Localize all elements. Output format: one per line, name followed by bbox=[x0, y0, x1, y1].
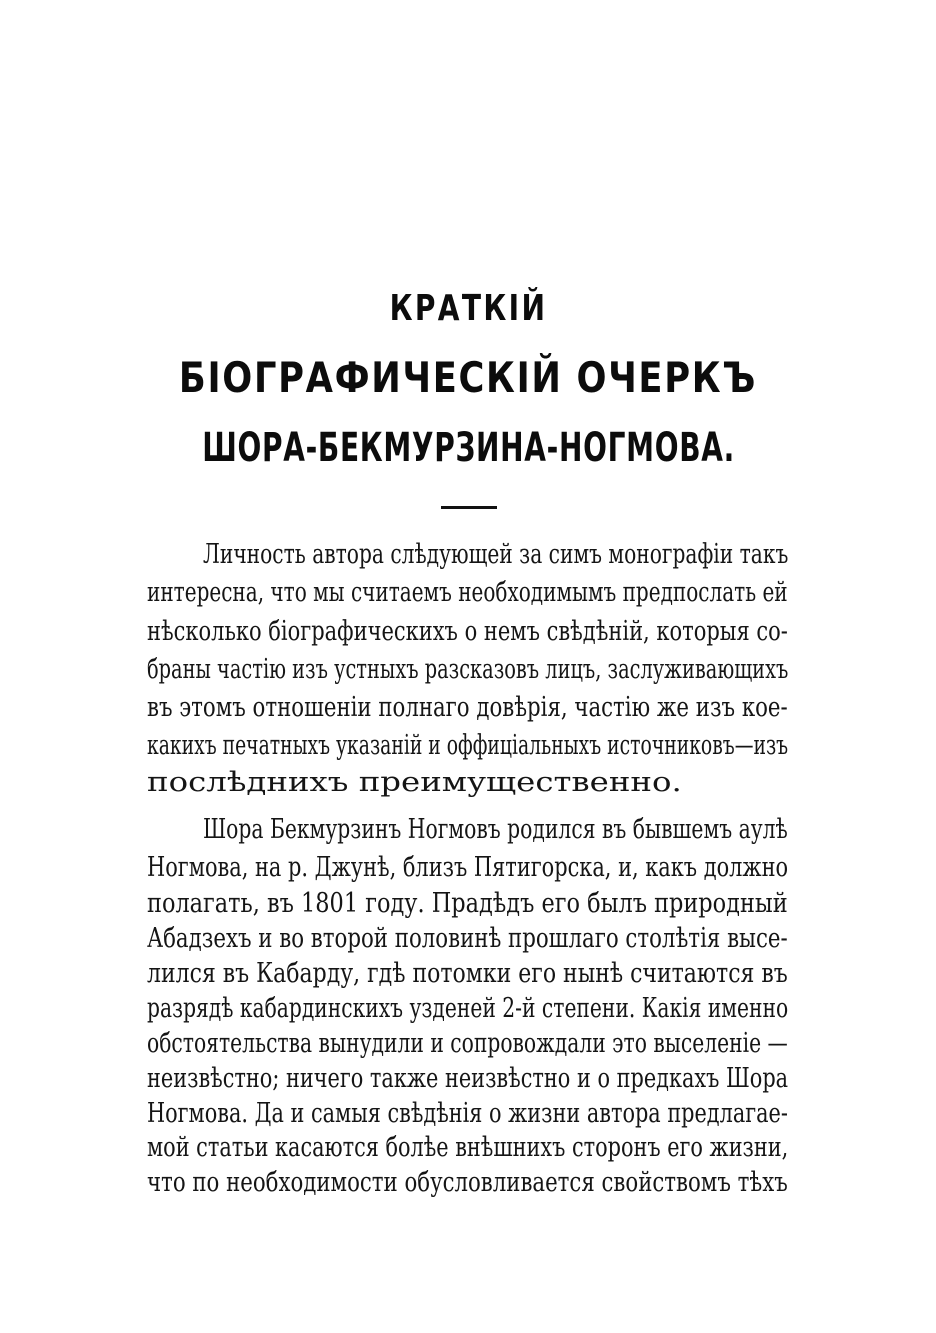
paragraph-line: Личность автора слѣдующей за симъ монографіи такъ bbox=[203, 539, 789, 570]
paragraph-line: интересна, что мы считаемъ необходимымъ предпослать ей bbox=[147, 577, 788, 608]
paragraph-line: неизвѣстно; ничего также неизвѣстно и о предкахъ Шора bbox=[147, 1063, 789, 1094]
paragraph-line: Ногмова, на р. Джунѣ, близъ Пятигорска, и, какъ должно bbox=[147, 852, 789, 883]
title-divider bbox=[441, 506, 497, 509]
paragraph-line: что по необходимости обусловливается свойствомъ тѣхъ bbox=[147, 1167, 788, 1198]
paragraph-line: мой статьи касаются болѣе внѣшнихъ сторонъ его жизни, bbox=[147, 1132, 789, 1163]
paragraph-line: въ этомъ отношеніи полнаго довѣрія, частію же изъ кое- bbox=[147, 692, 788, 723]
paragraph-line: нѣсколько біографическихъ о немъ свѣдѣній, которыя со- bbox=[147, 616, 788, 647]
paragraph-line: Абадзехъ и во второй половинѣ прошлаго столѣтія высе- bbox=[147, 923, 788, 954]
title-line-2: БІОГРАФИЧЕСКІЙ ОЧЕРКЪ bbox=[178, 353, 758, 402]
paragraph-line: послѣднихъ преимущественно. bbox=[147, 767, 682, 798]
paragraph-line: лился въ Кабарду, гдѣ потомки его нынѣ считаются въ bbox=[147, 958, 788, 989]
title-line-3: ШОРА-БЕКМУРЗИНА-НОГМОВА. bbox=[202, 425, 735, 471]
paragraph-line: Ногмова. Да и самыя свѣдѣнія о жизни автора предлагае- bbox=[147, 1098, 788, 1129]
paragraph-line: обстоятельства вынудили и сопровождали это выселеніе — bbox=[147, 1028, 788, 1059]
title-line-1: КРАТКІЙ bbox=[389, 288, 548, 329]
paragraph-line: браны частію изъ устныхъ разсказовъ лицъ, заслуживающихъ bbox=[147, 654, 789, 685]
paragraph-line: полагать, въ 1801 году. Прадѣдъ его былъ природный bbox=[147, 888, 788, 919]
paragraph-line: разрядѣ кабардинскихъ узденей 2-й степени. Какія именно bbox=[147, 993, 789, 1024]
paragraph-line: Шора Бекмурзинъ Ногмовъ родился въ бывшемъ аулѣ bbox=[203, 814, 788, 845]
paragraph-line: какихъ печатныхъ указаній и оффиціальныхъ источниковъ—изъ bbox=[147, 730, 789, 761]
